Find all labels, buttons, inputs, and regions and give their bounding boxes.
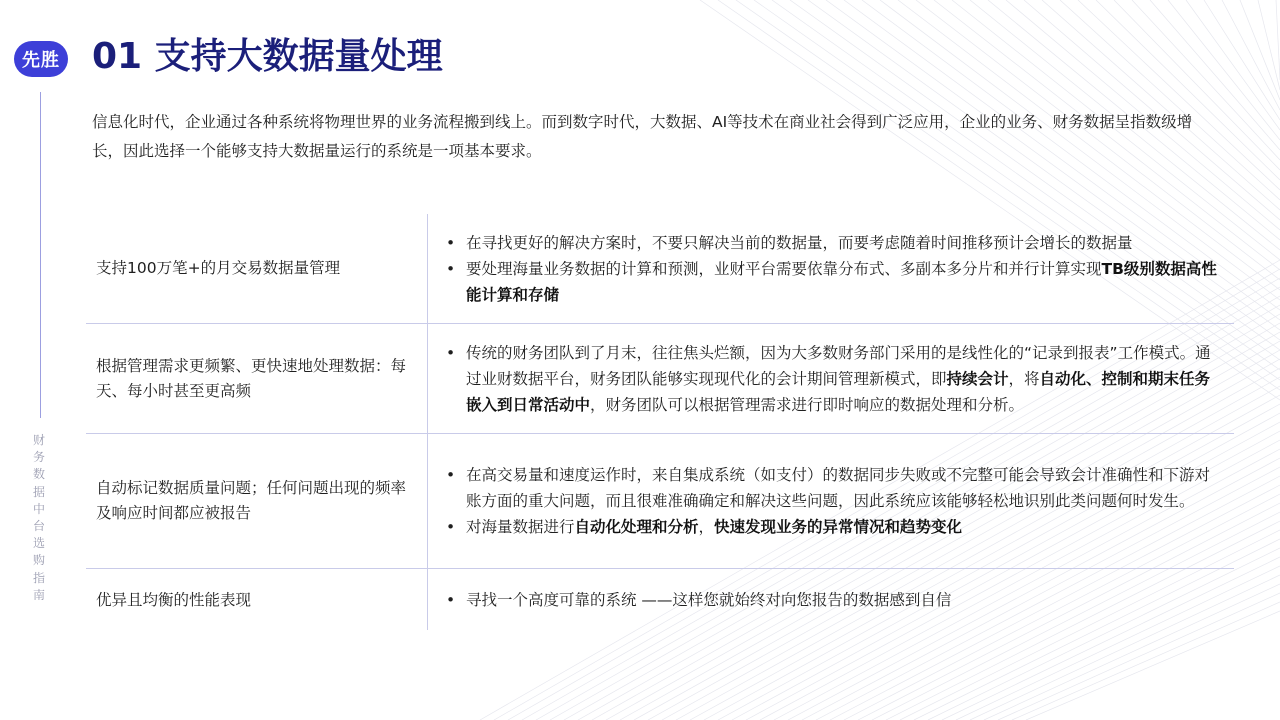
bullet-item: • 在高交易量和速度运作时，来自集成系统（如支付）的数据同步失败或不完整可能会导致会计准确性和下游对账方面的重大问题，而且很难准确确定和解决这些问题，因此系统应该能够轻松地识别此类问题何时发生。: [442, 462, 1222, 514]
page-title: 01 支持大数据量处理: [92, 36, 443, 77]
row-label: 自动标记数据质量问题；任何问题出现的频率及响应时间都应被报告: [96, 479, 407, 522]
table-row: [86, 324, 1234, 434]
table-row: [86, 434, 1234, 569]
table-row: [86, 570, 1234, 630]
requirements-table: [86, 214, 1234, 630]
brand-logo-text: 先胜: [22, 50, 60, 71]
sidebar-vertical-text: 财务数据中台选购指南: [32, 433, 45, 602]
row-label: 支持100万笔+的月交易数据量管理: [96, 259, 341, 277]
bullet-item: • 寻找一个高度可靠的系统 ——这样您就始终对向您报告的数据感到自信: [442, 587, 1222, 613]
table-row: [86, 214, 1234, 324]
bullet-item: • 传统的财务团队到了月末，往往焦头烂额，因为大多数财务部门采用的是线性化的“记录到报表”工作模式。通过业财数据平台，财务团队能够实现现代化的会计期间管理新模式，即持续会计，将自动化、控制和期末任务嵌入到日常活动中，财务团队可以根据管理需求进行即时响应的数据处理和分析。: [442, 340, 1222, 418]
brand-logo: [14, 41, 68, 77]
bullet-item: • 要处理海量业务数据的计算和预测，业财平台需要依靠分布式、多副本多分片和并行计算实现TB级别数据高性能计算和存储: [442, 256, 1222, 308]
row-content: [442, 434, 1222, 568]
row-content: [442, 324, 1222, 433]
bullet-item: • 在寻找更好的解决方案时，不要只解决当前的数据量，而要考虑随着时间推移预计会增长的数据量: [442, 230, 1222, 256]
sidebar-divider: [40, 92, 41, 418]
intro-paragraph: 信息化时代，企业通过各种系统将物理世界的业务流程搬到线上。而到数字时代，大数据、AI等技术在商业社会得到广泛应用，企业的业务、财务数据呈指数级增长，因此选择一个能够支持大数据量运行的系统是一项基本要求。: [92, 113, 1193, 160]
row-label: 根据管理需求更频繁、更快速地处理数据：每天、每小时甚至更高频: [96, 356, 407, 400]
bullet-item: • 对海量数据进行自动化处理和分析，快速发现业务的异常情况和趋势变化: [442, 514, 1222, 540]
row-label: 优异且均衡的性能表现: [96, 590, 252, 609]
row-content: [442, 570, 1222, 630]
row-content: [442, 214, 1222, 323]
